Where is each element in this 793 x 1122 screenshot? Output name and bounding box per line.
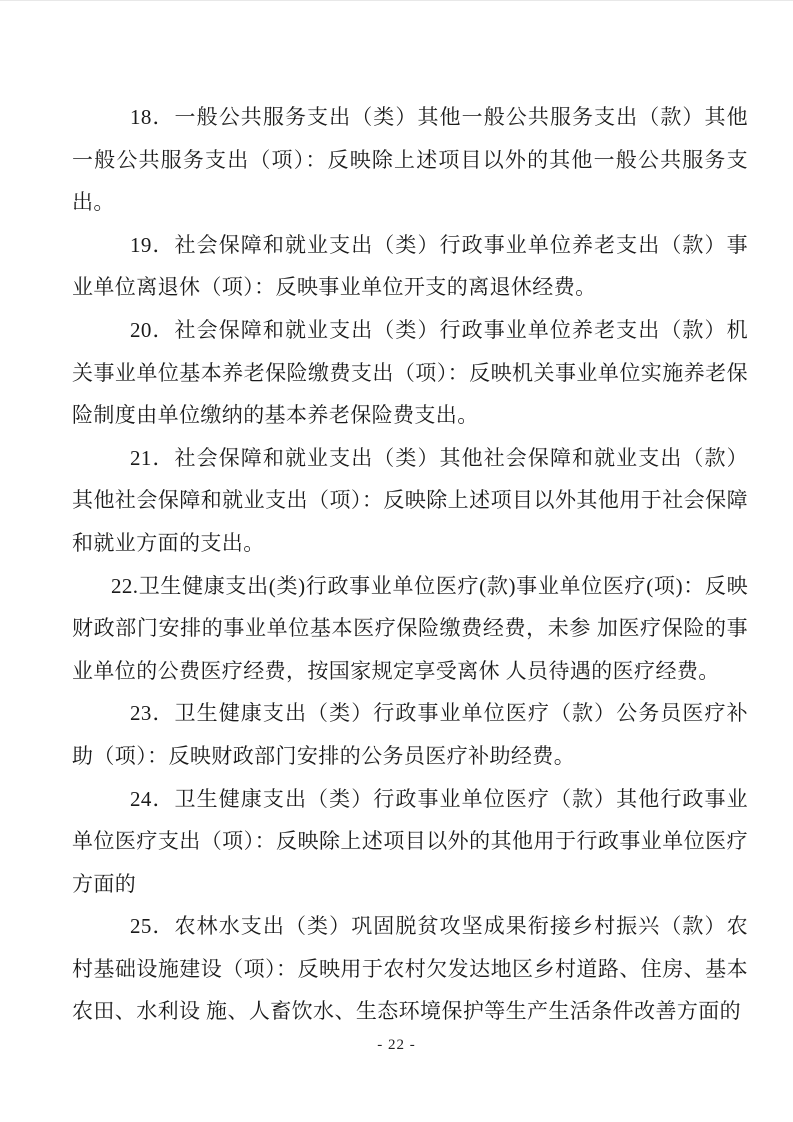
paragraph-23: 23．卫生健康支出（类）行政事业单位医疗（款）公务员医疗补助（项）：反映财政部门安排的公务员医疗补助经费。 bbox=[72, 701, 748, 768]
document-body bbox=[72, 96, 748, 1033]
paragraph-18: 18．一般公共服务支出（类）其他一般公共服务支出（款）其他一般公共服务支出（项）：反映除上述项目以外的其他一般公共服务支出。 bbox=[72, 105, 748, 215]
paragraph-21: 21．社会保障和就业支出（类）其他社会保障和就业支出（款）其他社会保障和就业支出（项）：反映除上述项目以外其他用于社会保障和就业方面的支出。 bbox=[72, 445, 748, 555]
paragraph-25: 25．农林水支出（类）巩固脱贫攻坚成果衔接乡村振兴（款）农村基础设施建设（项）：反映用于农村欠发达地区乡村道路、住房、基本农田、水利设 施、人畜饮水、生态环境保护等生产生活条件改善方面的 bbox=[72, 914, 748, 1024]
paragraph-20: 20．社会保障和就业支出（类）行政事业单位养老支出（款）机关事业单位基本养老保险缴费支出（项）：反映机关事业单位实施养老保险制度由单位缴纳的基本养老保险费支出。 bbox=[72, 317, 748, 428]
paragraph-24: 24．卫生健康支出（类）行政事业单位医疗（款）其他行政事业单位医疗支出（项）：反映除上述项目以外的其他用于行政事业单位医疗方面的 bbox=[72, 786, 748, 896]
paragraph-22: 22.卫生健康支出(类)行政事业单位医疗(款)事业单位医疗(项)：反映财政部门安排的事业单位基本医疗保险缴费经费，未参 加医疗保险的事业单位的公费医疗经费，按国家规定享受离休 人员待遇的医疗经费。 bbox=[72, 573, 748, 683]
paragraph-19: 19．社会保障和就业支出（类）行政事业单位养老支出（款）事业单位离退休（项）：反映事业单位开支的离退休经费。 bbox=[72, 232, 748, 300]
page-number: - 22 - bbox=[377, 1037, 416, 1053]
